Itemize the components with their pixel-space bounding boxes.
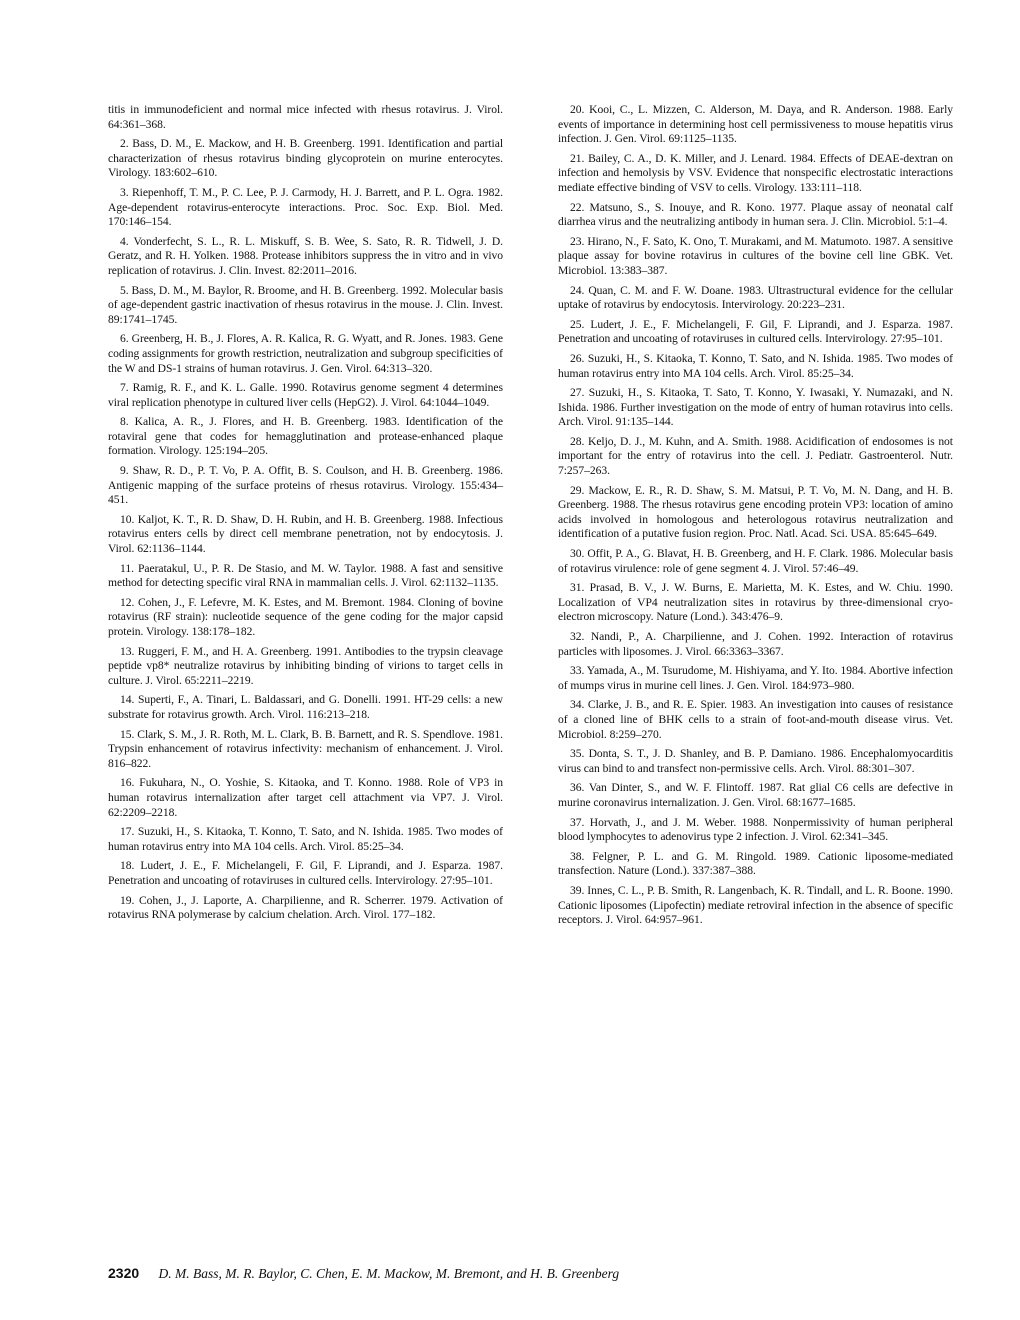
reference-number: 34. bbox=[570, 698, 585, 712]
reference-number: 8. bbox=[120, 415, 129, 429]
reference-item bbox=[558, 547, 953, 576]
reference-number: 30. bbox=[570, 547, 585, 561]
reference-text: Kaljot, K. T., R. D. Shaw, D. H. Rubin, and H. B. Greenberg. 1988. Infectious rotavirus enters cells by direct cell membrane penetration, not by endocytosis. J. Virol. 62:1136–1144. bbox=[108, 512, 503, 556]
reference-text: Matsuno, S., S. Inouye, and R. Kono. 1977. Plaque assay of neonatal calf diarrhea virus and the neutralizing antibody in human sera. J. Clin. Microbiol. 5:1–4. bbox=[558, 200, 953, 229]
reference-number: 10. bbox=[120, 512, 135, 526]
reference-number: 26. bbox=[570, 351, 585, 365]
reference-text: Greenberg, H. B., J. Flores, A. R. Kalica, R. G. Wyatt, and R. Jones. 1983. Gene coding assignments for growth restriction, neutralization and subgroup specificities of the W and DS-1 strains of human rotavirus. J. Gen. Virol. 64:313–320. bbox=[108, 332, 503, 375]
reference-item bbox=[108, 645, 503, 689]
reference-number: 32. bbox=[570, 630, 585, 643]
reference-number: 25. bbox=[570, 317, 585, 331]
reference-text: Mackow, E. R., R. D. Shaw, S. M. Matsui, P. T. Vo, M. N. Dang, and H. B. Greenberg. 1988. The rhesus rotavirus gene encoding protein VP3: location of amino acids involved in homologous and heterologous rotavirus neutralization and identification of a putative fusion region. Proc. Natl. Acad. Sci. USA. 85:645–649. bbox=[558, 483, 953, 541]
reference-text: Shaw, R. D., P. T. Vo, P. A. Offit, B. S. Coulson, and H. B. Greenberg. 1986. Antigenic mapping of the surface proteins of rhesus rotavirus. Virology. 155:434–451. bbox=[108, 464, 503, 507]
reference-number: 16. bbox=[120, 776, 135, 790]
reference-item bbox=[558, 435, 953, 479]
reference-number: 29. bbox=[570, 483, 585, 497]
reference-number: 3. bbox=[120, 185, 129, 199]
reference-text: titis in immunodeficient and normal mice infected with rhesus rotavirus. J. Virol. 64:361–368. bbox=[108, 103, 503, 131]
reference-text: Bass, D. M., E. Mackow, and H. B. Greenberg. 1991. Identification and partial characterization of rhesus rotavirus binding glycoprotein on murine enterocytes. Virology. 183:602–610. bbox=[108, 137, 503, 180]
reference-number: 5. bbox=[120, 283, 129, 297]
reference-text: Paeratakul, U., P. R. De Stasio, and M. W. Taylor. 1988. A fast and sensitive method for detecting specific viral RNA in mammalian cells. J. Virol. 62:1132–1135. bbox=[108, 561, 503, 590]
reference-number: 18. bbox=[120, 859, 135, 873]
reference-item bbox=[558, 884, 953, 928]
reference-text: Felgner, P. L. and G. M. Ringold. 1989. Cationic liposome-mediated transfection. Nature (Lond.). 337:387–388. bbox=[558, 849, 953, 878]
reference-text: Kooi, C., L. Mizzen, C. Alderson, M. Daya, and R. Anderson. 1988. Early events of importance in determining host cell permissiveness to mouse hepatitis virus infection. J. Gen. Virol. 69:1125–1135. bbox=[558, 103, 953, 146]
reference-text: Prasad, B. V., J. W. Burns, E. Marietta, M. K. Estes, and W. Chiu. 1990. Localization of VP4 neutralization sites in rotavirus by three-dimensional cryo-electron microscopy. Nature (Lond.). 343:476–9. bbox=[558, 581, 954, 624]
reference-text: Kalica, A. R., J. Flores, and H. B. Greenberg. 1983. Identification of the rotaviral gene that codes for hemagglutination and protease-enhanced plaque formation. Virology. 125:194–205. bbox=[108, 415, 503, 458]
reference-item bbox=[558, 850, 953, 879]
reference-item bbox=[108, 728, 503, 772]
reference-item bbox=[558, 698, 953, 742]
reference-item bbox=[558, 781, 953, 810]
reference-text: Superti, F., A. Tinari, L. Baldassari, and G. Donelli. 1991. HT-29 cells: a new substrate for rotavirus growth. Arch. Virol. 116:213–218. bbox=[108, 693, 503, 721]
reference-text: Clark, S. M., J. R. Roth, M. L. Clark, B. B. Barnett, and R. S. Spendlove. 1981. Trypsin enhancement of rotavirus infectivity: mechanism of enhancement. J. Virol. 816–822. bbox=[108, 727, 503, 770]
reference-number: 21. bbox=[570, 151, 585, 165]
reference-number: 31. bbox=[570, 581, 585, 595]
reference-number: 13. bbox=[120, 644, 135, 658]
reference-text: Nandi, P., A. Charpilienne, and J. Cohen. 1992. Interaction of rotavirus particles with liposomes. J. Virol. 66:3363–3367. bbox=[558, 630, 953, 658]
reference-text: Vonderfecht, S. L., R. L. Miskuff, S. B. Wee, S. Sato, R. R. Tidwell, J. D. Geratz, and R. H. Yolken. 1988. Protease inhibitors suppress the in vitro and in vivo replication of rotavirus. J. Clin. Invest. 82:2011–2016. bbox=[108, 234, 503, 277]
reference-text: Cohen, J., F. Lefevre, M. K. Estes, and M. Bremont. 1984. Cloning of bovine rotavirus (RF strain): nucleotide sequence of the gene coding for the major capsid protein. Virology. 138:178–182. bbox=[108, 595, 503, 638]
reference-item bbox=[108, 464, 503, 508]
reference-number: 36. bbox=[570, 781, 585, 795]
reference-number: 37. bbox=[570, 815, 585, 829]
reference-number: 22. bbox=[570, 200, 585, 214]
page-footer bbox=[108, 1265, 619, 1282]
reference-number: 14. bbox=[120, 693, 135, 707]
reference-item bbox=[108, 103, 503, 132]
reference-item bbox=[558, 816, 953, 845]
reference-number: 39. bbox=[570, 883, 585, 897]
reference-number: 35. bbox=[570, 747, 585, 761]
reference-item bbox=[108, 332, 503, 376]
reference-text: Ludert, J. E., F. Michelangeli, F. Gil, F. Liprandi, and J. Esparza. 1987. Penetration and uncoating of rotaviruses in cultured cells. Intervirology. 27:95–101. bbox=[558, 317, 953, 346]
reference-item bbox=[108, 415, 503, 459]
reference-text: Fukuhara, N., O. Yoshie, S. Kitaoka, and T. Konno. 1988. Role of VP3 in human rotavirus internalization after target cell attachment via VP7. J. Virol. 62:2209–2218. bbox=[108, 776, 504, 819]
reference-item bbox=[108, 562, 503, 591]
reference-item bbox=[108, 894, 503, 923]
reference-text: Yamada, A., M. Tsurudome, M. Hishiyama, and Y. Ito. 1984. Abortive infection of mumps virus in murine cell lines. J. Gen. Virol. 184:973–980. bbox=[558, 664, 953, 692]
reference-item bbox=[558, 664, 953, 693]
reference-text: Offit, P. A., G. Blavat, H. B. Greenberg, and H. F. Clark. 1986. Molecular basis of rotavirus virulence: role of gene segment 4. J. Virol. 57:46–49. bbox=[558, 547, 953, 575]
reference-item bbox=[558, 484, 953, 542]
reference-item bbox=[558, 103, 953, 147]
reference-text: Innes, C. L., P. B. Smith, R. Langenbach, K. R. Tindall, and L. R. Boone. 1990. Cationic liposomes (Lipofectin) mediate retroviral infection in the absence of specific receptors. J. Virol. 64:957–961. bbox=[558, 883, 953, 927]
reference-text: Bailey, C. A., D. K. Miller, and J. Lenard. 1984. Effects of DEAE-dextran on infection and hemolysis by VSV. Evidence that nonspecific electrostatic interactions mediate effective binding of VSV to cells. Virology. 133:111–118. bbox=[558, 151, 953, 194]
reference-text: Cohen, J., J. Laporte, A. Charpilienne, and R. Scherrer. 1979. Activation of rotavirus RNA polymerase by calcium chelation. Arch. Virol. 177–182. bbox=[108, 893, 503, 922]
reference-item bbox=[108, 693, 503, 722]
reference-text: Suzuki, H., S. Kitaoka, T. Konno, T. Sato, and N. Ishida. 1985. Two modes of human rotavirus entry into MA 104 cells. Arch. Virol. 85:25–34. bbox=[108, 825, 503, 853]
reference-item bbox=[558, 235, 953, 279]
reference-item bbox=[108, 235, 503, 279]
reference-text: Keljo, D. J., M. Kuhn, and A. Smith. 1988. Acidification of endosomes is not important for the entry of rotavirus into the cell. J. Pediatr. Gastroenterol. Nutr. 7:257–263. bbox=[558, 434, 953, 478]
reference-item bbox=[558, 284, 953, 313]
reference-item bbox=[108, 381, 503, 410]
reference-text: Quan, C. M. and F. W. Doane. 1983. Ultrastructural evidence for the cellular uptake of rotavirus by endocytosis. Intervirology. 20:223–231. bbox=[558, 283, 953, 312]
reference-text: Suzuki, H., S. Kitaoka, T. Konno, T. Sato, and N. Ishida. 1985. Two modes of human rotavirus entry into MA 104 cells. Arch. Virol. 85:25–34. bbox=[558, 351, 953, 380]
reference-text: Ludert, J. E., F. Michelangeli, F. Gil, F. Liprandi, and J. Esparza. 1987. Penetration and uncoating of rotaviruses in cultured cells. Intervirology. 27:95–101. bbox=[108, 859, 503, 887]
references-left-column bbox=[108, 103, 503, 928]
reference-number: 6. bbox=[120, 332, 129, 346]
reference-item bbox=[558, 581, 953, 625]
reference-number: 28. bbox=[570, 434, 585, 448]
reference-number: 7. bbox=[120, 381, 129, 395]
page-number: 2320 bbox=[108, 1265, 140, 1281]
reference-number: 19. bbox=[120, 893, 135, 907]
reference-item bbox=[108, 596, 503, 640]
reference-number: 12. bbox=[120, 595, 135, 609]
reference-number: 24. bbox=[570, 283, 585, 297]
reference-number: 11. bbox=[120, 561, 134, 575]
reference-number: 38. bbox=[570, 849, 585, 863]
reference-text: Ruggeri, F. M., and H. A. Greenberg. 1991. Antibodies to the trypsin cleavage peptide vp8* neutralize rotavirus by inhibiting binding of virions to target cells in culture. J. Virol. 65:2211–2219. bbox=[108, 644, 503, 687]
reference-number: 27. bbox=[570, 386, 585, 400]
reference-text: Suzuki, H., S. Kitaoka, T. Sato, T. Konno, Y. Iwasaki, Y. Numazaki, and N. Ishida. 1986. Further investigation on the mode of entry of human rotavirus into cells. Arch. Virol. 91:135–144. bbox=[558, 386, 953, 429]
reference-text: Bass, D. M., M. Baylor, R. Broome, and H. B. Greenberg. 1992. Molecular basis of age-dependent gastric inactivation of rhesus rotavirus in the mouse. J. Clin. Invest. 89:1741–1745. bbox=[108, 283, 503, 326]
reference-text: Clarke, J. B., and R. E. Spier. 1983. An investigation into causes of resistance of a cloned line of BHK cells to a strain of foot-and-mouth disease virus. Vet. Microbiol. 8:259–270. bbox=[558, 698, 953, 741]
reference-text: Hirano, N., F. Sato, K. Ono, T. Murakami, and M. Matumoto. 1987. A sensitive plaque assay for bovine rotavirus in cultures of the bovine cell line GBK. Vet. Microbiol. 13:383–387. bbox=[558, 234, 953, 277]
references-right-column bbox=[558, 103, 953, 933]
reference-text: Van Dinter, S., and W. F. Flintoff. 1987. Rat glial C6 cells are defective in murine coronavirus internalization. J. Gen. Virol. 68:1677–1685. bbox=[558, 781, 953, 809]
reference-text: Riepenhoff, T. M., P. C. Lee, P. J. Carmody, H. J. Barrett, and P. L. Ogra. 1982. Age-dependent rotavirus-enterocyte interactions. Proc. Soc. Exp. Biol. Med. 170:146–154. bbox=[108, 185, 503, 229]
reference-item bbox=[108, 859, 503, 888]
reference-item bbox=[558, 747, 953, 776]
reference-item bbox=[108, 513, 503, 557]
reference-number: 23. bbox=[570, 234, 585, 248]
reference-item bbox=[558, 630, 953, 659]
reference-item bbox=[108, 186, 503, 230]
reference-text: Ramig, R. F., and K. L. Galle. 1990. Rotavirus genome segment 4 determines viral replication phenotype in cultured liver cells (HepG2). J. Virol. 64:1044–1049. bbox=[108, 381, 503, 409]
reference-item bbox=[558, 152, 953, 196]
reference-number: 9. bbox=[120, 464, 129, 478]
reference-number: 17. bbox=[120, 825, 135, 839]
reference-number: 33. bbox=[570, 664, 585, 678]
reference-item bbox=[558, 352, 953, 381]
running-authors: D. M. Bass, M. R. Baylor, C. Chen, E. M. Mackow, M. Bremont, and H. B. Greenberg bbox=[158, 1266, 620, 1281]
reference-item bbox=[108, 284, 503, 328]
reference-item bbox=[108, 137, 503, 181]
reference-number: 20. bbox=[570, 103, 585, 116]
reference-item bbox=[558, 386, 953, 430]
reference-item bbox=[108, 776, 503, 820]
reference-number: 2. bbox=[120, 137, 129, 151]
reference-number: 4. bbox=[120, 234, 129, 248]
reference-item bbox=[558, 201, 953, 230]
reference-item bbox=[558, 318, 953, 347]
reference-number: 15. bbox=[120, 727, 135, 741]
reference-text: Horvath, J., and J. M. Weber. 1988. Nonpermissivity of human peripheral blood lymphocytes to adenovirus type 2 infection. J. Virol. 62:341–345. bbox=[558, 815, 953, 844]
reference-text: Donta, S. T., J. D. Shanley, and B. P. Damiano. 1986. Encephalomyocarditis virus can bind to and transfect non-permissive cells. Arch. Virol. 88:301–307. bbox=[558, 747, 953, 775]
reference-item bbox=[108, 825, 503, 854]
